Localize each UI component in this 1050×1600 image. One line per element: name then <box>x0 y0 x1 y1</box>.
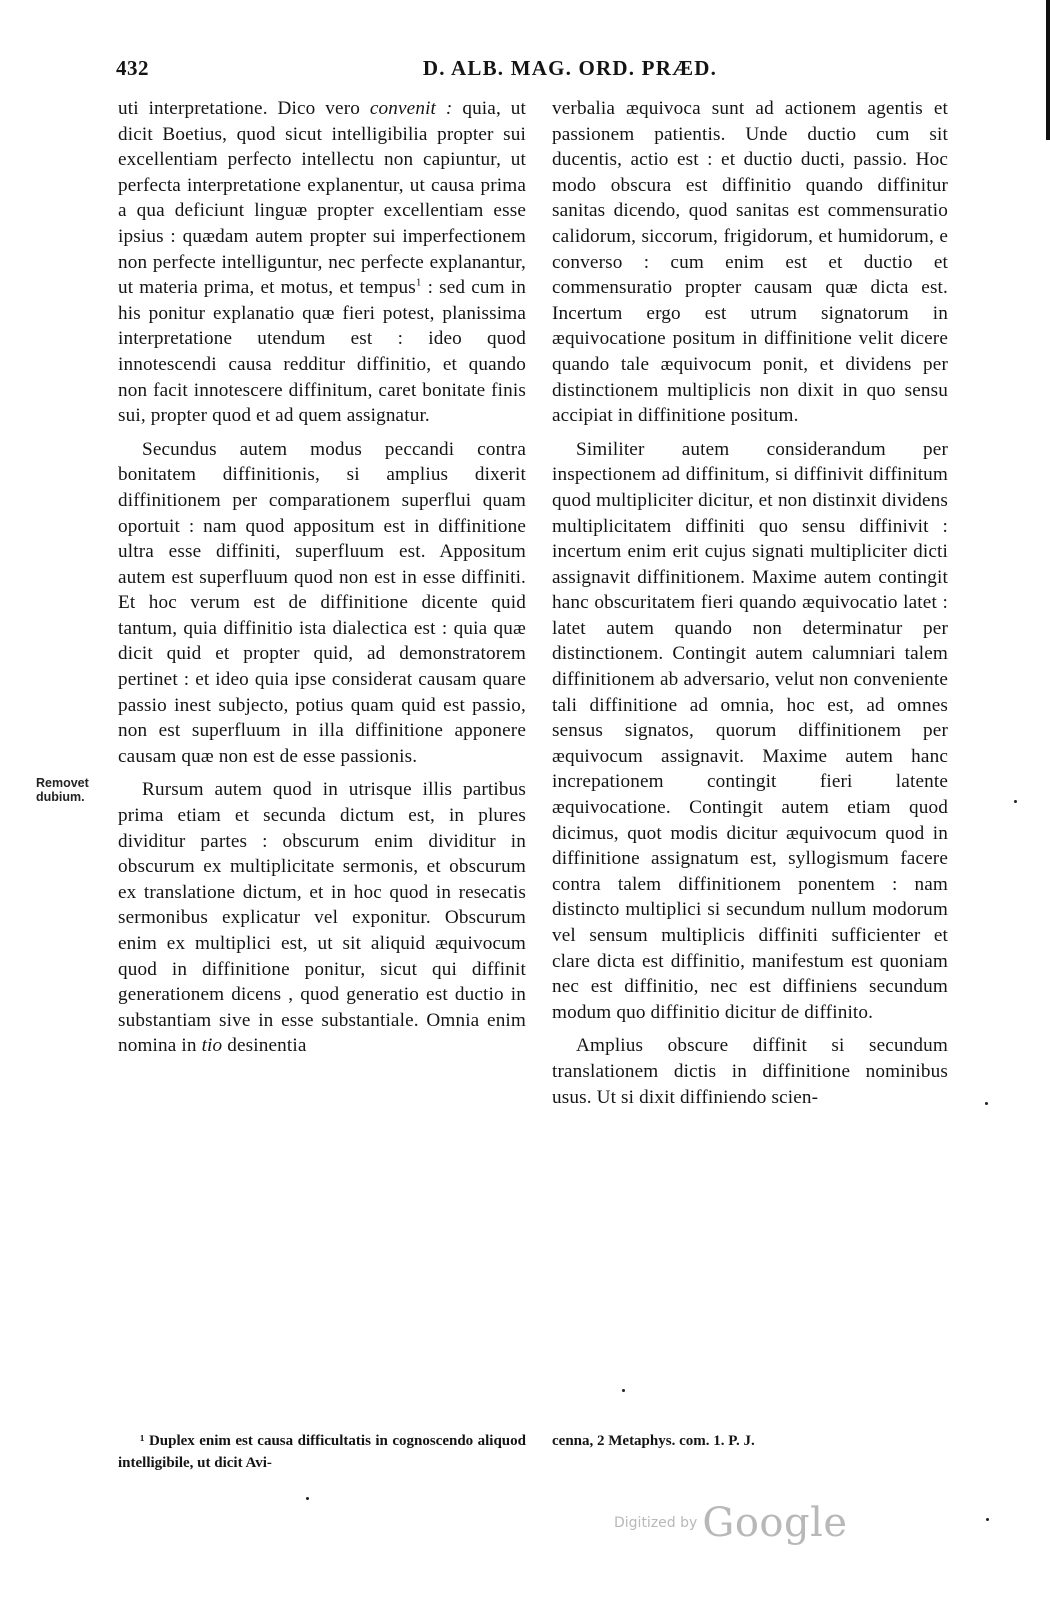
italic-text: convenit : <box>369 98 453 119</box>
footnote-marker: 1 <box>415 276 422 289</box>
watermark-prefix: Digitized by <box>614 1515 698 1531</box>
left-column <box>118 96 526 1067</box>
footnote-right: cenna, 2 Metaphys. com. 1. P. J. <box>552 1433 755 1449</box>
text-run: quia, ut dicit Boetius, quod sicut intelligibilia propter sui excellentiam perfecto intellectu non capiuntur, ut perfecta interpretatione explanentur, ut causa prima a qua deficiunt linguæ propter excellentiam esse ipsius : quædam autem propter sui imperfectionem non perfecte intelliguntur, nec perfecte explanantur, ut materia prima, et motus, et tempus <box>118 98 526 299</box>
digitized-by-google-watermark <box>614 1500 848 1546</box>
running-head: D. ALB. MAG. ORD. PRÆD. <box>422 56 718 80</box>
right-paragraph-3: Amplius obscure diffinit si secundum translationem dictis in diffinitione nominibus usus. Ut si dixit diffiniendo scien- <box>552 1035 948 1108</box>
margin-note: Removet dubium. <box>36 776 89 804</box>
scan-speck <box>306 1497 309 1500</box>
google-logo: Google <box>702 1500 848 1546</box>
left-paragraph-3 <box>118 777 526 1059</box>
footnote-left: ¹ Duplex enim est causa difficultatis in cognoscendo aliquod intelligibile, ut dicit Avi- <box>118 1433 526 1471</box>
right-paragraph-1: verbalia æquivoca sunt ad actionem agentis et passionem patientis. Unde ductio cum sit ducentis, actio est : et ductio ducti, passio. Hoc modo obscura est diffinitio quando diffinitur sanitas dicendo, quod sanitas est commensuratio calidorum, siccorum, frigidorum, et humidorum, e converso : cum enim est et ductio et commensuratio propter causam quæ dicta est. Incertum ergo est utrum signatorum in æquivocatione positum in diffinitione velit dicere quando tale æquivocum ponit, et dividens per distinctionem multiplicis non dixit in quo sensu accipiat in diffinitione positum. <box>552 98 948 427</box>
left-paragraph-2: Secundus autem modus peccandi contra bonitatem diffinitionis, si amplius dixerit diffinitionem per comparationem superflui quam oportuit : nam quod appositum est in diffinitione ultra esse diffiniti, superfluum est. Appositum autem est superfluum quod non est in esse diffiniti. Et hoc verum est de diffinitione dicente quid tantum, quia diffinitio ista dialectica est : quia quæ dicit quid et propter quid, ad demonstratorem pertinet : et ideo quia ipse considerat causam quare passio inest subjecto, potius quam quid est passio, non est superfluum in illa diffinitione apponere causam quæ non est de esse passionis. <box>118 438 526 767</box>
text-run: desinentia <box>222 1035 307 1057</box>
scan-speck <box>1014 800 1017 803</box>
page-edge-line <box>1046 0 1050 140</box>
text-run: uti interpretatione. Dico vero <box>118 98 370 119</box>
text-run: : sed cum in his ponitur explanatio quæ fieri potest, planissima interpretatione utendum est : ideo quod innotescendi causa redditur diffinitio, et quando non facit innotescere diffinitum, caret bonitate finis sui, propter quod et ad quem assignatur. <box>118 277 526 427</box>
scan-speck <box>622 1389 625 1392</box>
scan-speck <box>985 1102 988 1105</box>
left-paragraph-1 <box>118 96 526 429</box>
italic-text: tio <box>201 1035 223 1057</box>
right-paragraph-2: Similiter autem considerandum per inspectionem ad diffinitum, si diffinivit diffinitum quod multipliciter dicitur, et non distinxit dividens multiplicitatem diffiniti quo sensu diffinivit : incertum enim erit cujus signati multipliciter dicti assignavit diffinitionem. Maxime autem contingit hanc obscuritatem fieri quando æquivocatio latet : latet autem quando non determinatur per distinctionem. Contingit autem calumniari talem diffinitionem ab adversario, velut non conveniente tali diffinitione ad omnia, hoc est, ad omnes sensus signatos, quorum diffinitionem per æquivocum assignavit. Maxime autem hanc increpationem contingit fieri latente æquivocatione. Contingit autem etiam quod dicimus, quot modis dicitur æquivocum quod in diffinitione assignatum est, syllogismum facere contra talem diffinitionem ponentem : nam distincto multiplici si secundum nullum modorum vel sensum multiplicis diffiniti sufficienter et clare dicta est diffinitio, manifestum est quoniam nec est diffinitio, nec est diffiniens secundum modum quo diffinitio dicitur de diffinito. <box>552 438 948 1023</box>
page-number: 432 <box>116 56 149 80</box>
text-run: Rursum autem quod in utrisque illis partibus prima etiam et secunda dictum est, in plures dividitur partes : obscurum enim dividitur in obscurum ex multiplicitate sermonis, et obscurum ex translatione dictum, et in hoc quod in resecatis sermonibus explicatur vel exponitur. Obscurum enim ex multiplici est, ut sit aliquid æquivocum quod in diffinitione ponitur, sicut qui diffinit generationem dicens , quod generatio est ductio in substantiam sive in esse substantiale. Omnia enim nomina in <box>118 779 526 1057</box>
scan-speck <box>986 1518 989 1521</box>
right-column <box>552 96 948 1118</box>
